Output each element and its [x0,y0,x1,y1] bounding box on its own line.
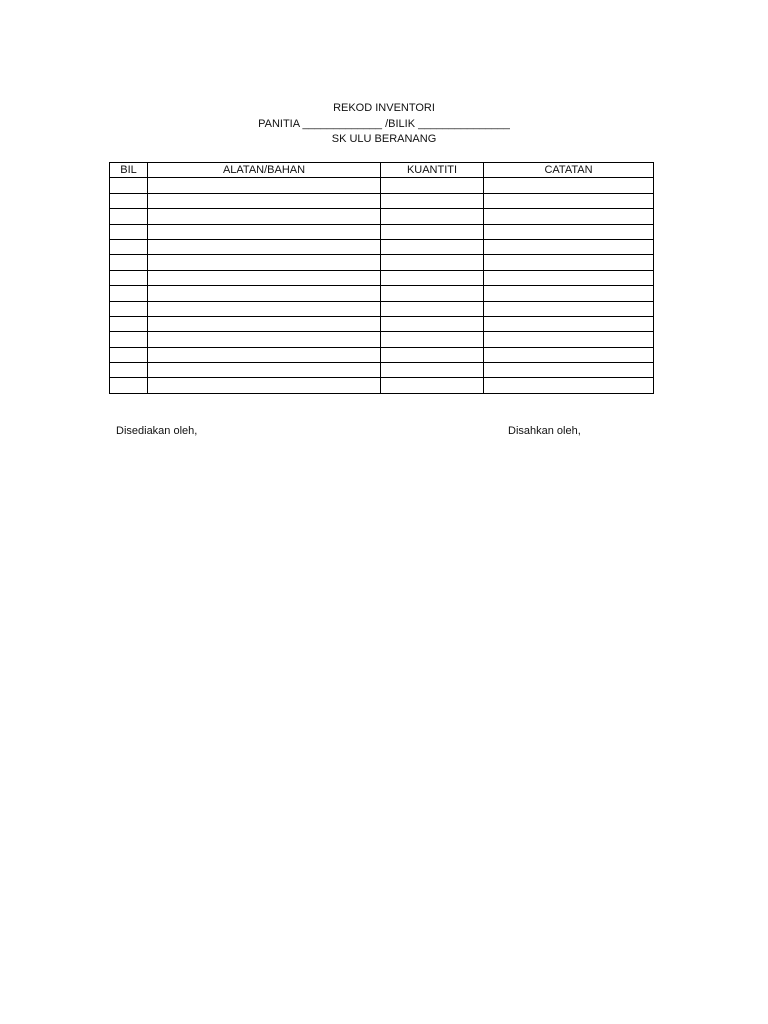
table-row [110,316,654,331]
cell-alatan-bahan [148,224,381,239]
column-header-catatan: CATATAN [484,163,654,178]
document-header [0,101,768,148]
cell-alatan-bahan [148,332,381,347]
committee-room-line: PANITIA _____________ /BILIK _______________ [258,117,510,130]
cell-catatan [484,239,654,254]
cell-bil [110,378,148,393]
column-header-bil: BIL [110,163,148,178]
cell-catatan [484,347,654,362]
cell-alatan-bahan [148,239,381,254]
cell-alatan-bahan [148,270,381,285]
cell-bil [110,178,148,193]
table-row [110,363,654,378]
cell-kuantiti [381,178,484,193]
cell-catatan [484,378,654,393]
table-row [110,301,654,316]
cell-bil [110,239,148,254]
cell-alatan-bahan [148,378,381,393]
column-header-kuantiti: KUANTITI [381,163,484,178]
approved-by-label: Disahkan oleh, [508,425,581,437]
cell-bil [110,347,148,362]
table-row [110,332,654,347]
school-name: SK ULU BERANANG [331,133,437,145]
cell-bil [110,301,148,316]
cell-kuantiti [381,270,484,285]
cell-bil [110,332,148,347]
cell-kuantiti [381,301,484,316]
cell-alatan-bahan [148,363,381,378]
cell-bil [110,286,148,301]
cell-alatan-bahan [148,347,381,362]
cell-kuantiti [381,209,484,224]
prepared-by-label: Disediakan oleh, [116,425,198,437]
cell-catatan [484,316,654,331]
table-row [110,239,654,254]
cell-kuantiti [381,363,484,378]
table-row [110,193,654,208]
cell-catatan [484,301,654,316]
cell-bil [110,193,148,208]
cell-bil [110,255,148,270]
cell-catatan [484,363,654,378]
cell-alatan-bahan [148,316,381,331]
table-row [110,378,654,393]
cell-kuantiti [381,347,484,362]
inventory-table [109,162,654,394]
cell-alatan-bahan [148,255,381,270]
cell-kuantiti [381,332,484,347]
cell-kuantiti [381,378,484,393]
cell-kuantiti [381,193,484,208]
cell-alatan-bahan [148,209,381,224]
cell-catatan [484,193,654,208]
cell-bil [110,224,148,239]
table-row [110,224,654,239]
cell-kuantiti [381,239,484,254]
cell-alatan-bahan [148,193,381,208]
cell-kuantiti [381,286,484,301]
table-header-row [110,163,654,178]
cell-alatan-bahan [148,286,381,301]
cell-bil [110,316,148,331]
table-row [110,209,654,224]
table-row [110,255,654,270]
table-row [110,270,654,285]
cell-catatan [484,178,654,193]
cell-catatan [484,286,654,301]
cell-catatan [484,270,654,285]
cell-catatan [484,209,654,224]
column-header-alatan-bahan: ALATAN/BAHAN [148,163,381,178]
cell-alatan-bahan [148,178,381,193]
table-row [110,347,654,362]
cell-bil [110,209,148,224]
cell-bil [110,270,148,285]
cell-kuantiti [381,316,484,331]
document-title: REKOD INVENTORI [333,102,435,114]
cell-kuantiti [381,224,484,239]
table-body [110,178,654,393]
table-row [110,286,654,301]
cell-catatan [484,332,654,347]
cell-kuantiti [381,255,484,270]
cell-catatan [484,255,654,270]
cell-bil [110,363,148,378]
table-row [110,178,654,193]
cell-catatan [484,224,654,239]
cell-alatan-bahan [148,301,381,316]
